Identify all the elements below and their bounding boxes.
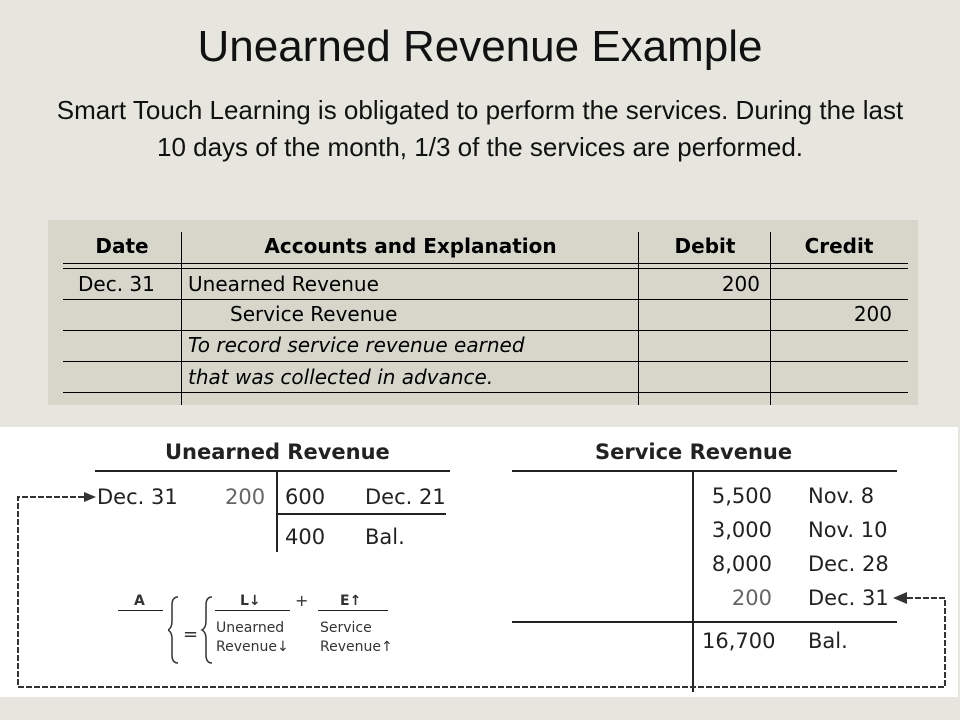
arrow-head-icon [893,592,907,604]
column-divider [181,232,182,405]
service-entry-amount: 8,000 [711,552,772,576]
connector-arrows [0,427,958,697]
equation-equity: E↑ [340,593,362,609]
service-entry-amount: 5,500 [711,484,772,508]
equation-l-line2: Revenue↓ [216,639,289,655]
service-entry-amount: 200 [731,586,772,610]
slide-title: Unearned Revenue Example [197,22,763,71]
unearned-balance-label: Bal. [365,525,405,549]
service-balance-label: Bal. [808,629,848,653]
header-debit: Debit [674,234,736,258]
equation-braces [168,595,218,665]
journal-entry-table [48,220,918,405]
service-entry-date: Nov. 10 [808,518,888,542]
unearned-debit-date: Dec. 31 [97,485,178,509]
row-account: Unearned Revenue [188,272,379,296]
equation-underline [215,610,290,611]
t-accounts-panel [0,427,958,697]
service-entry-date: Nov. 8 [808,484,875,508]
equation-equals: = [183,624,199,645]
equation-plus: + [295,591,309,610]
unearned-credit-date: Dec. 21 [365,485,446,509]
equation-liabilities: L↓ [240,593,261,609]
header-accounts: Accounts and Explanation [264,234,557,258]
slide-subtitle: Smart Touch Learning is obligated to perform the services. During the last 10 days of the month, 1/3 of the services are performed. [56,95,904,162]
row-date: Dec. 31 [78,272,155,296]
header-rule [63,263,908,264]
header-rule [63,268,908,269]
service-revenue-title: Service Revenue [595,440,793,464]
column-divider [770,232,771,405]
row-explanation: that was collected in advance. [188,365,494,389]
header-credit: Credit [804,234,874,258]
equation-underline [118,610,163,611]
row-rule [63,361,908,362]
service-entry-date: Dec. 28 [808,552,889,576]
unearned-revenue-title: Unearned Revenue [165,440,390,464]
row-credit: 200 [853,302,892,326]
equation-underline [318,610,388,611]
column-divider [638,232,639,405]
row-explanation: To record service revenue earned [188,333,525,357]
row-rule [63,392,908,393]
service-entry-date: Dec. 31 [808,586,889,610]
unearned-balance-amount: 400 [285,525,326,549]
unearned-debit-amount: 200 [225,485,266,509]
header-date: Date [95,234,149,258]
equation-e-line1: Service [320,620,372,636]
row-account: Service Revenue [230,302,398,326]
service-balance-amount: 16,700 [702,629,776,653]
row-rule [63,330,908,331]
row-rule [63,299,908,300]
row-debit: 200 [721,272,760,296]
unearned-credit-amount: 600 [285,485,326,509]
service-entry-amount: 3,000 [711,518,772,542]
equation-assets: A [134,593,145,609]
equation-l-line1: Unearned [216,620,285,636]
equation-e-line2: Revenue↑ [320,639,393,655]
